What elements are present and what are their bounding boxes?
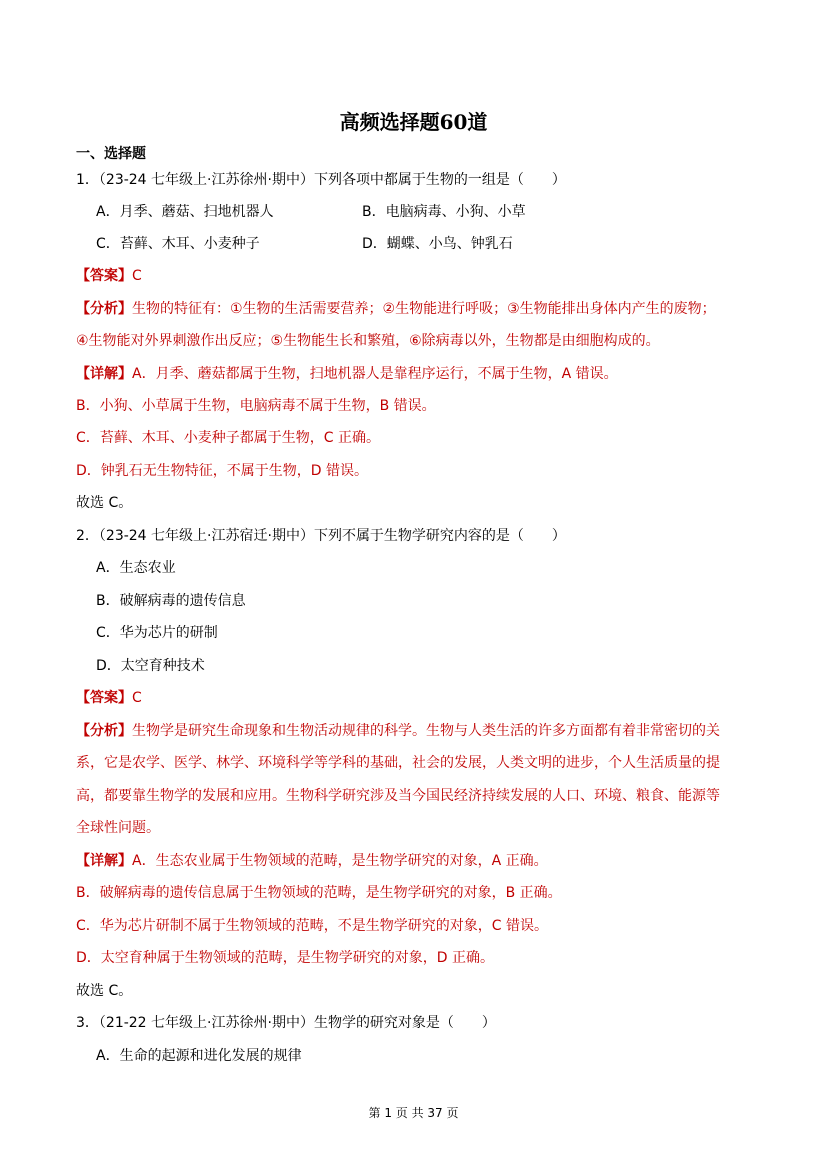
q1-analysis-cont: ④生物能对外界刺激作出反应；⑤生物能生长和繁殖，⑥除病毒以外，生物都是由细胞构成的。 <box>76 333 660 349</box>
answer-label: 【答案】 <box>76 268 132 284</box>
q2-conclusion: 故选 C。 <box>76 983 133 999</box>
q1-analysis <box>76 299 716 319</box>
q2-analysis-cont-2: 高，都要靠生物学的发展和应用。生物科学研究涉及当今国民经济持续发展的人口、环境、粮食、能源等 <box>76 788 720 804</box>
q1-option-c: C．苔藓、木耳、小麦种子 <box>96 236 260 252</box>
q3-stem: 3．（21-22 七年级上·江苏徐州·期中）生物学的研究对象是（ ） <box>76 1015 496 1031</box>
q2-answer <box>76 688 142 708</box>
detail-text: A．月季、蘑菇都属于生物，扫地机器人是靠程序运行，不属于生物，A 错误。 <box>132 366 618 382</box>
q2-option-c: C．华为芯片的研制 <box>96 625 218 641</box>
q2-detail-d: D．太空育种属于生物领域的范畴，是生物学研究的对象，D 正确。 <box>76 950 495 966</box>
q2-option-d: D．太空育种技术 <box>96 658 205 674</box>
answer-label: 【答案】 <box>76 690 132 706</box>
q2-analysis-cont-1: 系，它是农学、医学、林学、环境科学等学科的基础，社会的发展，人类文明的进步，个人生活质量的提 <box>76 755 720 771</box>
analysis-label: 【分析】 <box>76 301 132 317</box>
section-heading: 一、选择题 <box>76 146 146 162</box>
q2-detail <box>76 851 548 871</box>
q1-option-d: D．蝴蝶、小鸟、钟乳石 <box>362 236 513 252</box>
q2-option-a: A．生态农业 <box>96 560 176 576</box>
answer-value: C <box>132 268 142 284</box>
q1-option-b: B．电脑病毒、小狗、小草 <box>362 204 526 220</box>
analysis-label: 【分析】 <box>76 723 132 739</box>
q2-stem: 2．（23-24 七年级上·江苏宿迁·期中）下列不属于生物学研究内容的是（ ） <box>76 528 566 544</box>
q1-answer <box>76 266 142 286</box>
detail-text: A．生态农业属于生物领域的范畴，是生物学研究的对象，A 正确。 <box>132 853 548 869</box>
q2-detail-c: C．华为芯片研制不属于生物领域的范畴，不是生物学研究的对象，C 错误。 <box>76 918 548 934</box>
q2-option-b: B．破解病毒的遗传信息 <box>96 593 246 609</box>
page-title: 高频选择题60道 <box>339 110 488 134</box>
q2-detail-b: B．破解病毒的遗传信息属于生物领域的范畴，是生物学研究的对象，B 正确。 <box>76 885 562 901</box>
q1-stem: 1．（23-24 七年级上·江苏徐州·期中）下列各项中都属于生物的一组是（ ） <box>76 172 566 188</box>
q1-detail <box>76 364 618 384</box>
q1-conclusion: 故选 C。 <box>76 495 133 511</box>
q1-detail-c: C．苔藓、木耳、小麦种子都属于生物，C 正确。 <box>76 430 380 446</box>
detail-label: 【详解】 <box>76 366 132 382</box>
analysis-text: 生物的特征有：①生物的生活需要营养；②生物能进行呼吸；③生物能排出身体内产生的废物； <box>132 301 716 317</box>
q2-analysis-cont-3: 全球性问题。 <box>76 820 160 836</box>
q3-option-a: A．生命的起源和进化发展的规律 <box>96 1048 302 1064</box>
q1-detail-b: B．小狗、小草属于生物，电脑病毒不属于生物，B 错误。 <box>76 398 436 414</box>
page-number: 第 1 页 共 37 页 <box>368 1106 459 1120</box>
answer-value: C <box>132 690 142 706</box>
detail-label: 【详解】 <box>76 853 132 869</box>
q1-detail-d: D．钟乳石无生物特征，不属于生物，D 错误。 <box>76 463 369 479</box>
analysis-text: 生物学是研究生命现象和生物活动规律的科学。生物与人类生活的许多方面都有着非常密切的关 <box>132 723 720 739</box>
q1-option-a: A．月季、蘑菇、扫地机器人 <box>96 204 274 220</box>
q2-analysis <box>76 721 720 741</box>
